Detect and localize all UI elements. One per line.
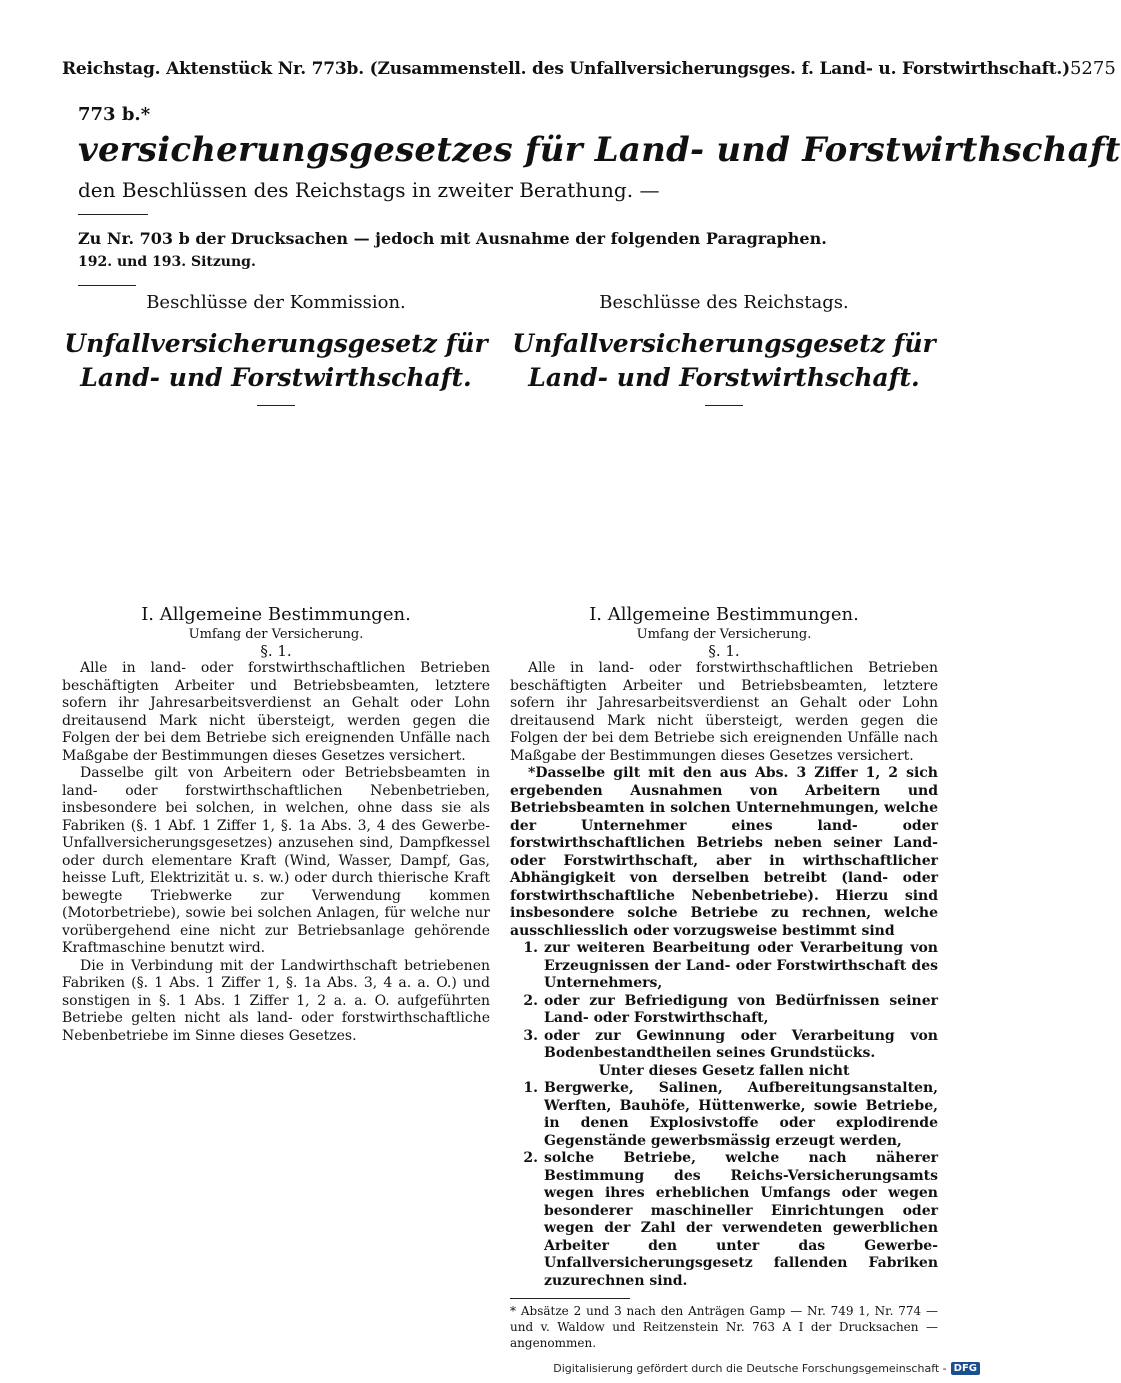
list-item-number: 1.: [523, 940, 538, 956]
page-header: [62, 58, 1116, 79]
column-heading: Beschlüsse des Reichstags.: [599, 292, 849, 313]
list-item-text: Bergwerke, Salinen, Aufbereitungsanstalten, Werften, Bauhöfe, Hüttenwerke, sowie Betriebe, in denen Explosivstoffe oder explodirende Gegenstände gewerbsmässig erzeugt werden,: [544, 1080, 938, 1149]
section-subtitle: Umfang der Versicherung.: [636, 627, 812, 642]
paragraph: Dasselbe gilt von Arbeitern oder Betriebsbeamten in land- oder forstwirthschaftlichen Nebenbetrieben, insbesondere bei solchen, in welchen, ohne dass sie als Fabriken (§. 1 Abf. 1 Ziffer 1, §. 1a Abs. 3, 4 des Gewerbe-Unfallversicherungsgesetzes) anzusehen sind, Dampfkessel oder durch elementare Kraft (Wind, Wasser, Dampf, Gas, heisse Luft, Elektrizität u. s. w.) oder durch thierische Kraft bewegte Triebwerke zur Verwendung kommen (Motorbetriebe), sowie bei solchen Anlagen, für welche nur vorübergehend eine nicht zur Betriebsanlage gehörende Kraftmaschine benutzt wird.: [62, 765, 490, 956]
section-title: I. Allgemeine Bestimmungen.: [589, 604, 859, 625]
column-heading: Beschlüsse der Kommission.: [146, 292, 406, 313]
divider-rule: [78, 214, 148, 215]
document-title: versicherungsgesetzes für Land- und Forstwirthschaft: [78, 130, 1121, 170]
section-subtitle: Umfang der Versicherung.: [188, 627, 364, 642]
dfg-logo: DFG: [951, 1362, 980, 1375]
list-item-number: 2.: [523, 1150, 538, 1166]
list-item-number: 1.: [523, 1080, 538, 1096]
list-item-number: 3.: [523, 1027, 538, 1044]
paragraph: Alle in land- oder forstwirthschaftlichen Betrieben beschäftigten Arbeiter und Betriebsbeamten, letztere sofern ihr Jahresarbeitsverdienst an Gehalt oder Lohn dreitausend Mark nicht übersteigt, werden gegen die Folgen der bei dem Betriebe sich ereignenden Unfälle nach Maßgabe der Bestimmungen dieses Gesetzes versichert.: [510, 660, 938, 764]
document-subtitle: den Beschlüssen des Reichstags in zweiter Berathung. —: [78, 178, 660, 202]
divider-rule: [705, 405, 743, 406]
column-title: Unfallversicherungsgesetz für Land- und Forstwirthschaft.: [512, 329, 936, 392]
page-number: 5275: [1069, 58, 1116, 79]
list-item: [510, 993, 938, 1028]
list-item: [510, 1150, 938, 1290]
list-item: [510, 1028, 938, 1063]
right-column-body: [510, 604, 938, 1351]
paragraph: Die in Verbindung mit der Landwirthschaft betriebenen Fabriken (§. 1 Abs. 1 Ziffer 1, §. 1a Abs. 3, 4 a. a. O.) und sonstigen in §. 1 Abs. 1 Ziffer 1, 2 a. a. O. aufgeführten Betriebe gelten nicht als land- oder forstwirthschaftliche Nebenbetriebe im Sinne dieses Gesetzes.: [62, 957, 490, 1044]
list-item-text: zur weiteren Bearbeitung oder Verarbeitung von Erzeugnissen der Land- oder Forstwirthschaft des Unternehmers,: [544, 940, 938, 991]
paragraph-sign: §. 1.: [260, 642, 292, 660]
list-item-text: solche Betriebe, welche nach näherer Bestimmung des Reichs-Versicherungsamts wegen ihres erheblichen Umfangs oder wegen besonderer maschineller Einrichtungen oder wegen der Zahl der verwendeten gewerblichen Arbeiter den unter das Gewerbe-Unfallversicherungsgesetz fallenden Fabriken zuzurechnen sind.: [544, 1150, 938, 1289]
digitization-credit: [553, 1362, 980, 1375]
included-businesses-list: [510, 940, 938, 1063]
list-item-text: oder zur Gewinnung oder Verarbeitung von Bodenbestandtheilen seines Grundstücks.: [544, 1027, 938, 1061]
list-item-text: oder zur Befriedigung von Bedürfnissen seiner Land- oder Forstwirthschaft,: [544, 992, 938, 1026]
list-item: [510, 940, 938, 993]
divider-rule: [257, 405, 295, 406]
list-item: [510, 1080, 938, 1150]
footnote: * Absätze 2 und 3 nach den Anträgen Gamp — Nr. 749 1, Nr. 774 — und v. Waldow und Reitzenstein Nr. 763 A I der Drucksachen — angenommen.: [510, 1304, 938, 1350]
running-head: Reichstag. Aktenstück Nr. 773b. (Zusammenstell. des Unfallversicherungsges. f. Land- u. Forstwirthschaft.): [62, 59, 1070, 79]
intro-line: Zu Nr. 703 b der Drucksachen — jedoch mit Ausnahme der folgenden Paragraphen.: [78, 229, 827, 248]
excluded-businesses-list: [510, 1080, 938, 1290]
column-title: Unfallversicherungsgesetz für Land- und Forstwirthschaft.: [64, 329, 488, 392]
exclusions-heading: Unter dieses Gesetz fallen nicht: [598, 1062, 850, 1079]
paragraph: Alle in land- oder forstwirthschaftlichen Betrieben beschäftigten Arbeiter und Betriebsbeamten, letztere sofern ihr Jahresarbeitsverdienst an Gehalt oder Lohn dreitausend Mark nicht übersteigt, werden gegen die Folgen der bei dem Betriebe sich ereignenden Unfälle nach Maßgabe der Bestimmungen dieses Gesetzes versichert.: [62, 660, 490, 764]
footnote-rule: [510, 1298, 630, 1299]
left-column-body: [62, 604, 490, 1045]
session-line: 192. und 193. Sitzung.: [78, 254, 256, 270]
left-column-top: [62, 292, 490, 406]
section-title: I. Allgemeine Bestimmungen.: [141, 604, 411, 625]
paragraph-sign: §. 1.: [708, 642, 740, 660]
credit-text: Digitalisierung gefördert durch die Deutsche Forschungsgemeinschaft -: [553, 1362, 947, 1375]
paragraph-amended: *Dasselbe gilt mit den aus Abs. 3 Ziffer 1, 2 sich ergebenden Ausnahmen von Arbeitern und Betriebsbeamten in solchen Unternehmungen, welche der Unternehmer eines land- oder forstwirthschaftlichen Betriebs neben seiner Land- oder Forstwirthschaft, aber in wirthschaftlicher Abhängigkeit von derselben betreibt (land- oder forstwirthschaftliche Nebenbetriebe). Hierzu sind insbesondere solche Betriebe zu rechnen, welche ausschliesslich oder vorzugsweise bestimmt sind: [510, 765, 938, 939]
right-column-top: [510, 292, 938, 406]
document-number: 773 b.*: [78, 104, 151, 125]
divider-rule: [78, 285, 136, 286]
list-item-number: 2.: [523, 992, 538, 1009]
